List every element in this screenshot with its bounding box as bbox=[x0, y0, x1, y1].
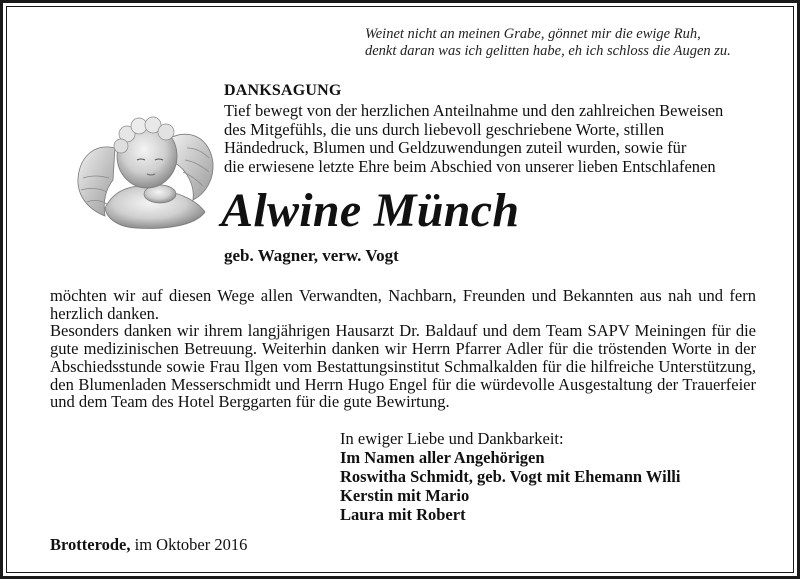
motto-line-1: Weinet nicht an meinen Grabe, gönnet mir die ewige Ruh, bbox=[365, 26, 701, 42]
deceased-birth-names: geb. Wagner, verw. Vogt bbox=[224, 246, 399, 265]
intro-line-3: Händedruck, Blumen und Geldzuwendungen zuteil wurden, sowie für bbox=[224, 138, 687, 157]
angel-cherub-icon bbox=[75, 108, 215, 233]
signatory-line: Roswitha Schmidt, geb. Vogt mit Ehemann Willi bbox=[340, 467, 681, 486]
closing-salutation: In ewiger Liebe und Dankbarkeit: bbox=[340, 429, 564, 448]
heading-danksagung: DANKSAGUNG bbox=[224, 82, 342, 99]
closing-block bbox=[340, 429, 760, 524]
thanks-paragraph-1: möchten wir auf diesen Wege allen Verwandten, Nachbarn, Freunden und Bekannten aus nah und fern herzlich danken. bbox=[50, 286, 756, 323]
place-name: Brotterode, bbox=[50, 535, 131, 554]
deceased-name: Alwine Münch bbox=[221, 184, 520, 237]
signatory-line: Kerstin mit Mario bbox=[340, 486, 470, 505]
signatory-line: Laura mit Robert bbox=[340, 505, 466, 524]
intro-line-1: Tief bewegt von der herzlichen Anteilnahme und den zahlreichen Beweisen bbox=[224, 101, 724, 120]
signatory-line: Im Namen aller Angehörigen bbox=[340, 448, 545, 467]
intro-text bbox=[224, 102, 764, 176]
intro-line-4: die erwiesene letzte Ehre beim Abschied von unserer lieben Entschlafenen bbox=[224, 156, 716, 176]
date-text: im Oktober 2016 bbox=[134, 535, 248, 554]
place-date bbox=[50, 535, 247, 555]
motto-verse bbox=[365, 26, 765, 60]
thanks-paragraph-2: Besonders danken wir ihrem langjährigen Hausarzt Dr. Baldauf und dem Team SAPV Meiningen für die gute medizinischen Betreuung. Weiterhin danken wir Herrn Pfarrer Adler für die tröstenden Worte in der Abschiedsstunde sowie Frau Ilgen vom Bestattungsinstitut Schmalkalden für die hilfreiche Unterstützung, den Blumenladen Messerschmidt und Herrn Hugo Engel für die würdevolle Ausgestaltung der Trauerfeier und dem Team des Hotel Berggarten für die gute Bewirtung. bbox=[50, 321, 756, 412]
intro-line-2: des Mitgefühls, die uns durch liebevoll geschriebene Worte, stillen bbox=[224, 119, 665, 139]
motto-line-2: denkt daran was ich gelitten habe, eh ich schloss die Augen zu. bbox=[365, 43, 731, 59]
thanks-body bbox=[50, 287, 756, 411]
